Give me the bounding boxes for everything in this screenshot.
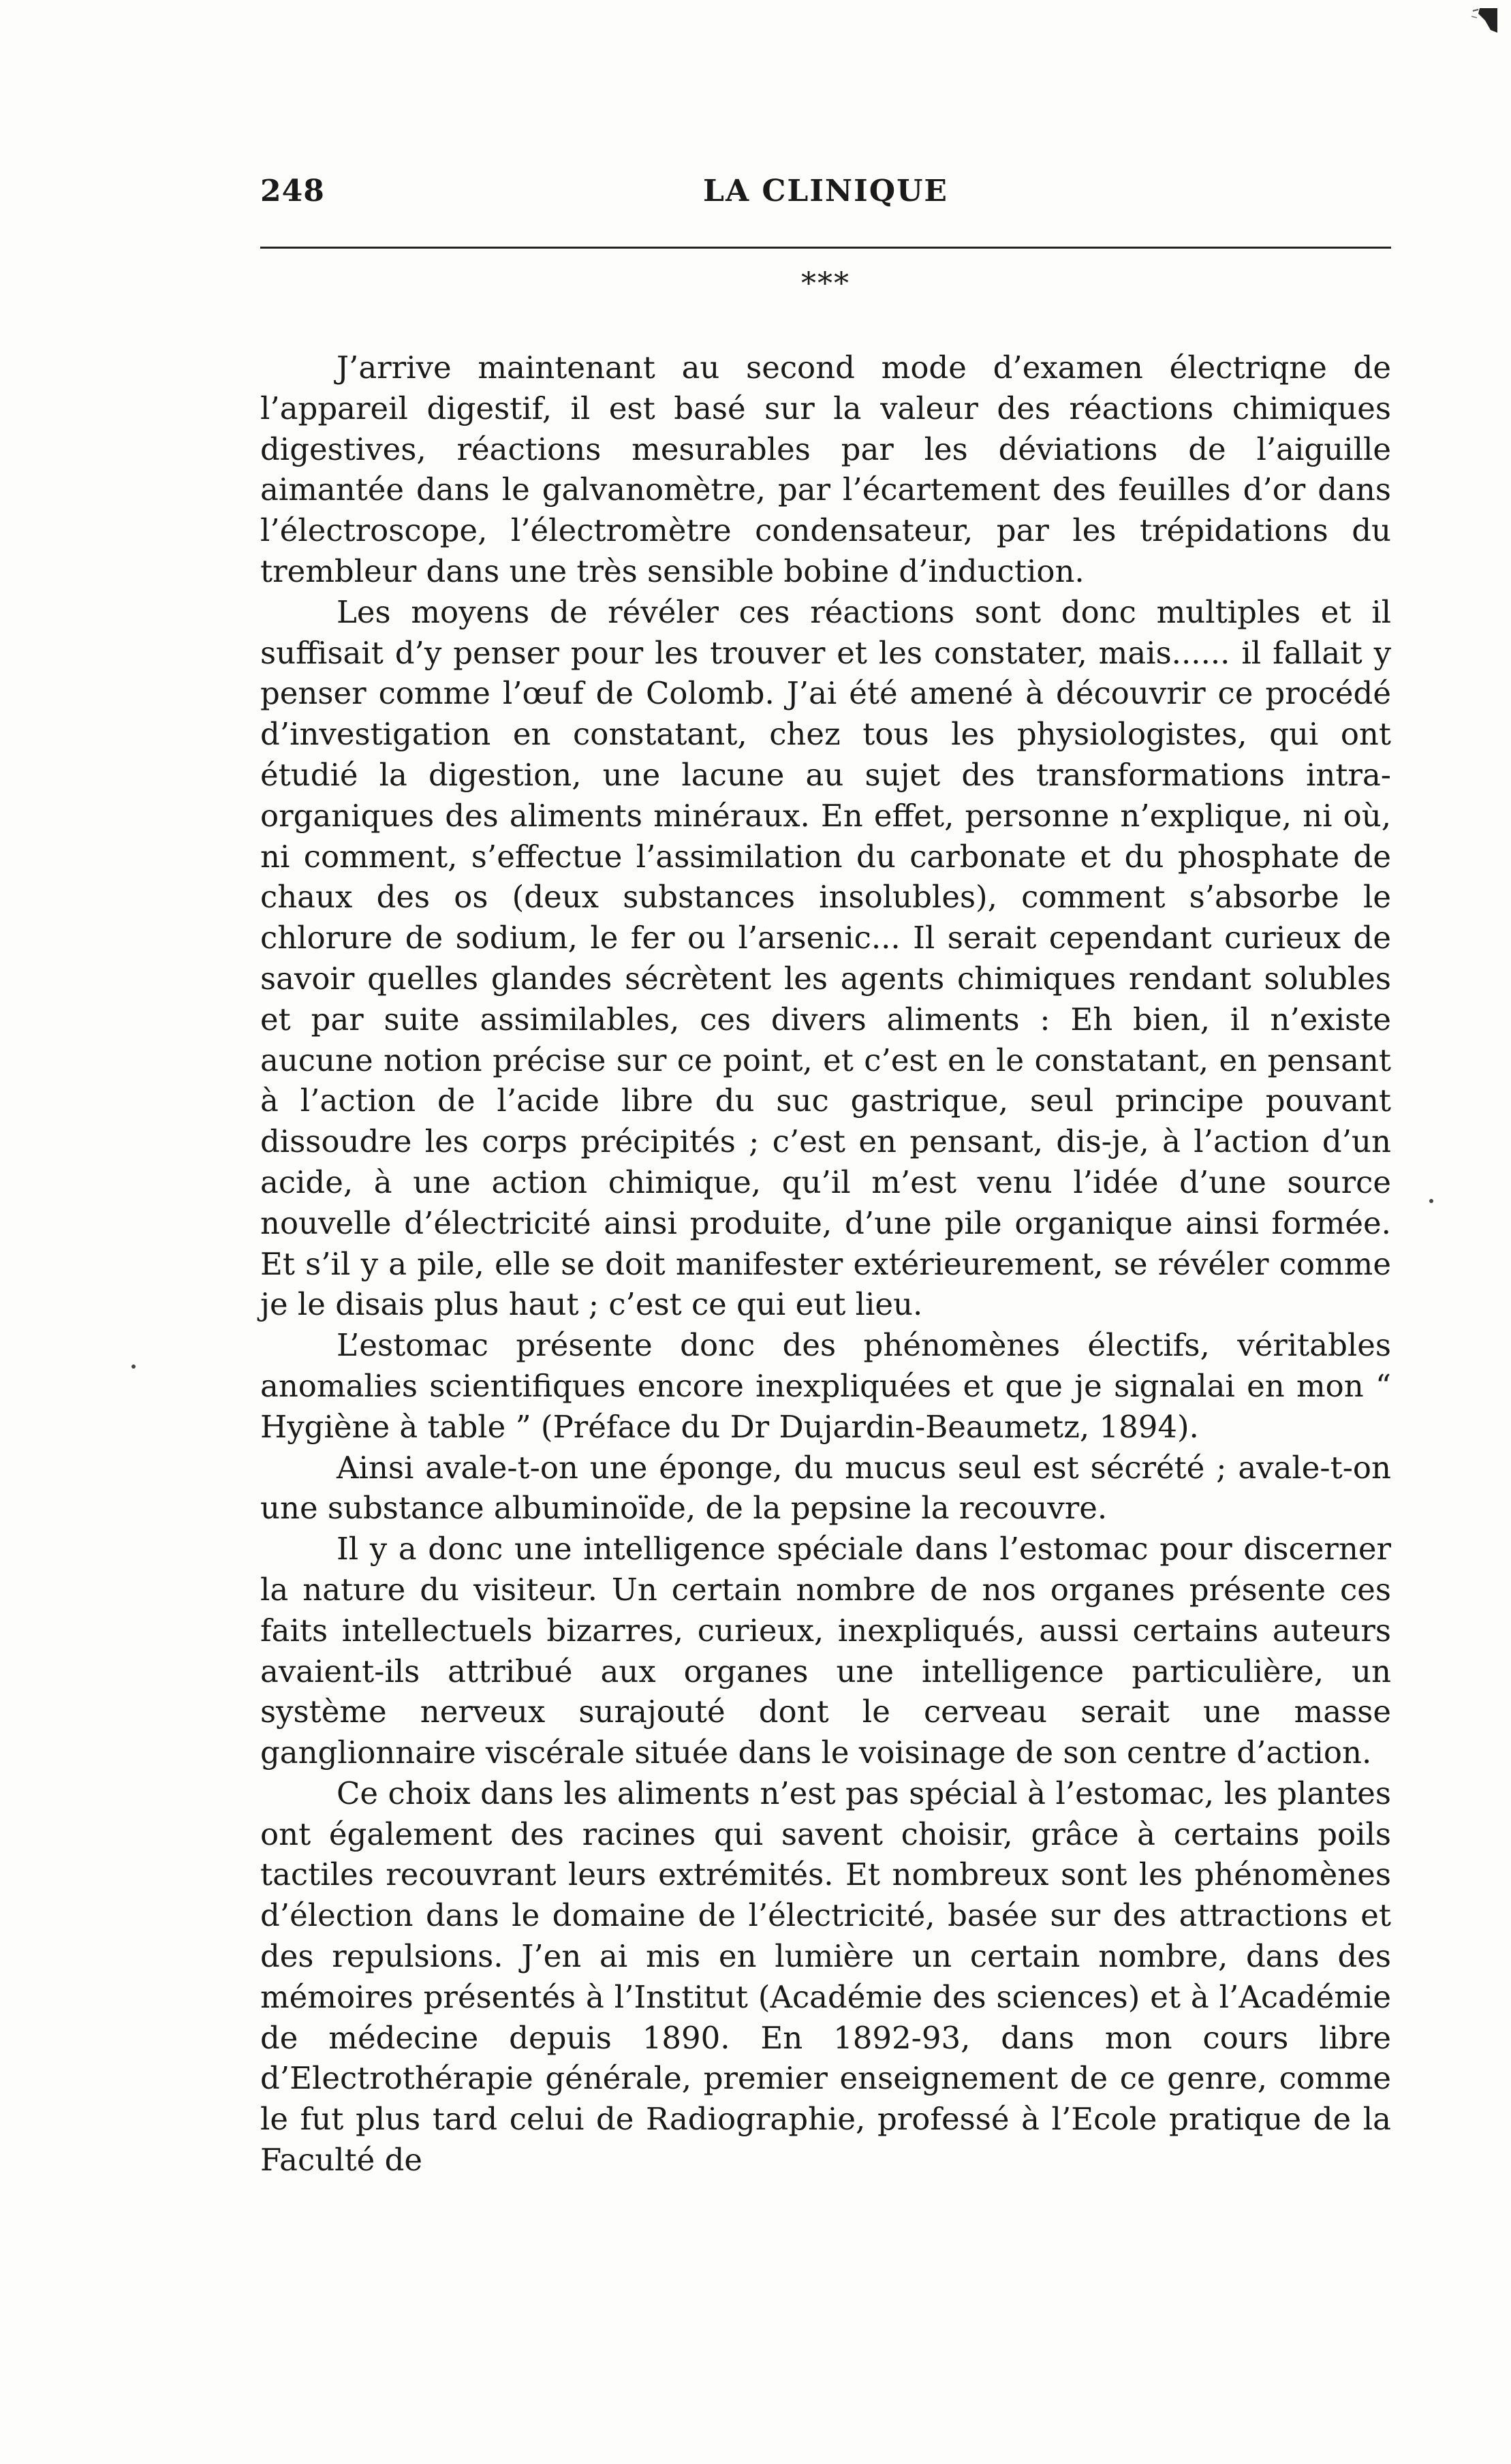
section-asterism: *** <box>801 266 850 301</box>
paragraph: Les moyens de révéler ces réactions sont donc multiples et il suffisait d’y penser pour les trouver et les constater, mais...... il fallait y penser comme l’œuf de Colomb. J’ai été amené à découvrir ce procédé d’investigation en constatant, chez tous les physiologistes, qui ont étudié la digestion, une lacune au sujet des transformations intra-organiques des aliments minéraux. En effet, personne n’explique, ni où, ni comment, s’effectue l’assimilation du carbonate et du phosphate de chaux des os (deux substances insolubles), comment s’absorbe le chlorure de sodium, le fer ou l’arsenic... Il serait cependant curieux de savoir quelles glandes sécrètent les agents chimiques rendant solubles et par suite assimilables, ces divers aliments : Eh bien, il n’existe aucune notion précise sur ce point, et c’est en le constatant, en pensant à l’action de l’acide libre du suc gastrique, seul principe pouvant dissoudre les corps précipités ; c’est en pensant, dis-je, à l’action d’un acide, à une action chimique, qu’il m’est venu l’idée d’une source nouvelle d’électricité ainsi produite, d’une pile organique ainsi formée. Et s’il y a pile, elle se doit manifester extérieurement, se révéler comme je le disais plus haut ; c’est ce qui eut lieu. <box>260 593 1391 1323</box>
margin-speck <box>1429 1199 1433 1203</box>
header-rule <box>260 247 1391 249</box>
running-title: LA CLINIQUE <box>703 174 948 208</box>
page-number: 248 <box>260 174 325 208</box>
paragraph: J’arrive maintenant au second mode d’examen électriqne de l’appareil digestif, il est basé sur la valeur des réactions chimiques digestives, réactions mesurables par les déviations de l’aiguille aimantée dans le galvanomètre, par l’écartement des feuilles d’or dans l’électroscope, l’électromètre condensateur, par les trépidations du trembleur dans une très sensible bobine d’induction. <box>260 349 1391 589</box>
margin-speck <box>131 1364 136 1369</box>
paragraph: Ce choix dans les aliments n’est pas spécial à l’estomac, les plantes ont également des racines qui savent choisir, grâce à certains poils tactiles recouvrant leurs extrémités. Et nombreux sont les phénomènes d’élection dans le domaine de l’électricité, basée sur des attractions et des repulsions. J’en ai mis en lumière un certain nombre, dans des mémoires présentés à l’Institut (Académie des sciences) et à l’Académie de médecine depuis 1890. En 1892-93, dans mon cours libre d’Electrothérapie générale, premier enseignement de ce genre, comme le fut plus tard celui de Radiographie, professé à l’Ecole pratique de la Faculté de <box>260 1775 1391 2179</box>
page-header <box>260 174 1391 215</box>
paragraph: L’estomac présente donc des phénomènes électifs, véritables anomalies scientifiques encore inexpliquées et que je signalai en mon “ Hygiène à table ” (Préface du Dr Dujardin-Beaumetz, 1894). <box>260 1327 1391 1445</box>
page-corner-mark-icon <box>1470 7 1499 34</box>
body-text <box>260 347 1391 2181</box>
paragraph: Il y a donc une intelligence spéciale dans l’estomac pour discerner la nature du visiteur. Un certain nombre de nos organes présente ces faits intellectuels bizarres, curieux, inexpliqués, aussi certains auteurs avaient-ils attribué aux organes une intelligence particulière, un système nerveux surajouté dont le cerveau serait une masse ganglionnaire viscérale située dans le voisinage de son centre d’action. <box>260 1531 1391 1771</box>
paragraph: Ainsi avale-t-on une éponge, du mucus seul est sécrété ; avale-t-on une substance albuminoïde, de la pepsine la recouvre. <box>260 1449 1391 1527</box>
